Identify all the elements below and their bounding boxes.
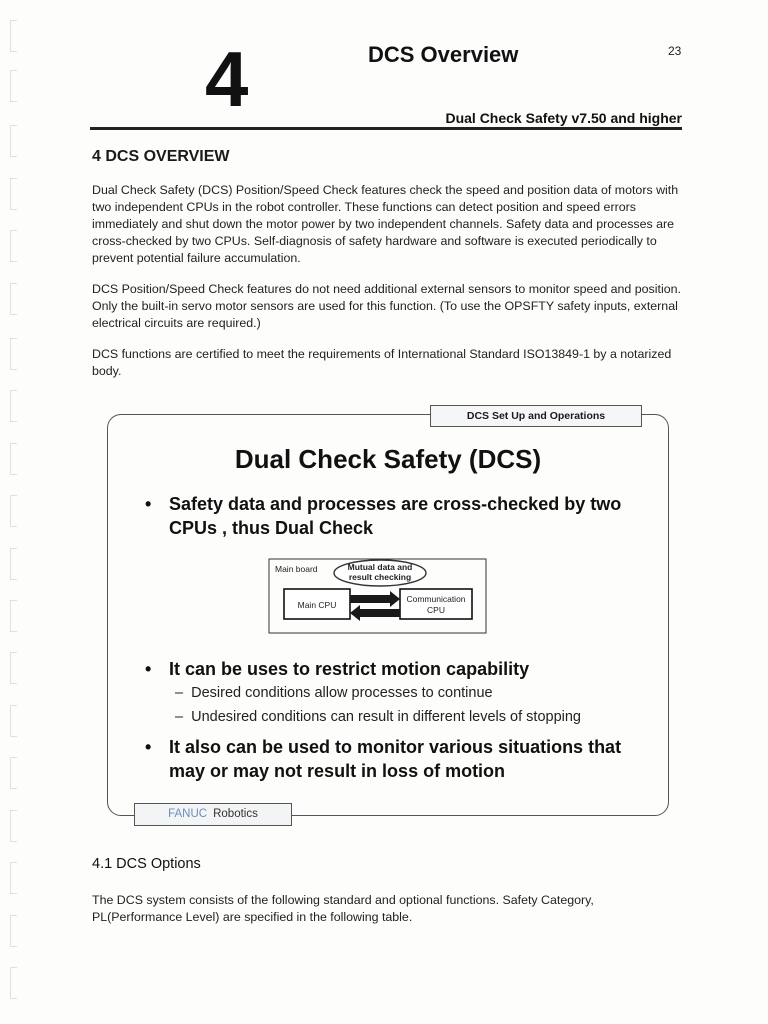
chapter-number: 4 [205,35,249,123]
main-cpu-label: Main CPU [297,600,337,610]
comm-cpu-label-2: CPU [427,605,445,615]
paragraph-sensors: DCS Position/Speed Check features do not need additional external sensors to monitor speed and position. Only the built-in servo motor sensors are used for this function. (To use the OPSFTY safety inputs, external electrical circuits are required.) [92,282,681,330]
header-rule [90,127,682,130]
paragraph-intro: Dual Check Safety (DCS) Position/Speed Check features check the speed and position data of motors with two independent CPUs in the robot controller. These functions can detect position and speed errors immediately and shut down the motor power by two independent channels. Safety data and processes are cross-checked by two CPUs. Self-diagnosis of safety hardware and software is executed periodically to prevent potential failure accumulation. [92,183,679,265]
cpu-diagram-svg [268,557,488,635]
slide-tab-label: DCS Set Up and Operations [430,405,642,427]
bullet-text: Safety data and processes are cross-checked by two CPUs , thus Dual Check [169,494,622,538]
section-heading: 4 DCS OVERVIEW [92,148,230,165]
binder-holes [4,0,24,1024]
bullet-text: It can be uses to restrict motion capability [169,659,530,679]
dash-icon: – [175,685,184,701]
footer-text: Robotics [213,808,258,820]
arrow-right-icon [350,591,400,607]
cpu-diagram [268,557,488,635]
page-title: DCS Overview [368,42,519,67]
arrow-left-icon [350,605,400,621]
slide-subbullet-desired [175,685,493,701]
bullet-icon: • [145,737,152,757]
subbullet-text: Undesired conditions can result in different levels of stopping [191,709,581,725]
bullet-text: It also can be used to monitor various situations that may or may not result in loss of motion [169,737,622,781]
main-board-label: Main board [275,564,318,574]
slide-bullet-cross-check [145,492,645,540]
footer-brand: FANUC [168,808,208,820]
dash-icon: – [175,709,184,725]
comm-cpu-label-1: Communication [406,594,466,604]
mutual-check-label-1: Mutual data and [347,562,413,572]
bullet-icon: • [145,494,152,514]
subsection-heading: 4.1 DCS Options [92,856,201,872]
slide-title: Dual Check Safety (DCS) [234,444,542,474]
paragraph-options: The DCS system consists of the following standard and optional functions. Safety Category, PL(Performance Level) are specified in the following table. [92,893,594,924]
slide-bullet-restrict [145,657,645,681]
paragraph-certification: DCS functions are certified to meet the requirements of International Standard ISO13849-1 by a notarized body. [92,347,672,378]
slide-footer-logo [134,803,292,826]
slide-bullet-monitor [145,735,645,783]
slide-subbullet-undesired [175,709,581,725]
subbullet-text: Desired conditions allow processes to continue [191,685,493,701]
document-subtitle: Dual Check Safety v7.50 and higher [445,110,682,126]
page-number: 23 [668,44,682,58]
mutual-check-label-2: result checking [348,572,412,582]
bullet-icon: • [145,659,152,679]
